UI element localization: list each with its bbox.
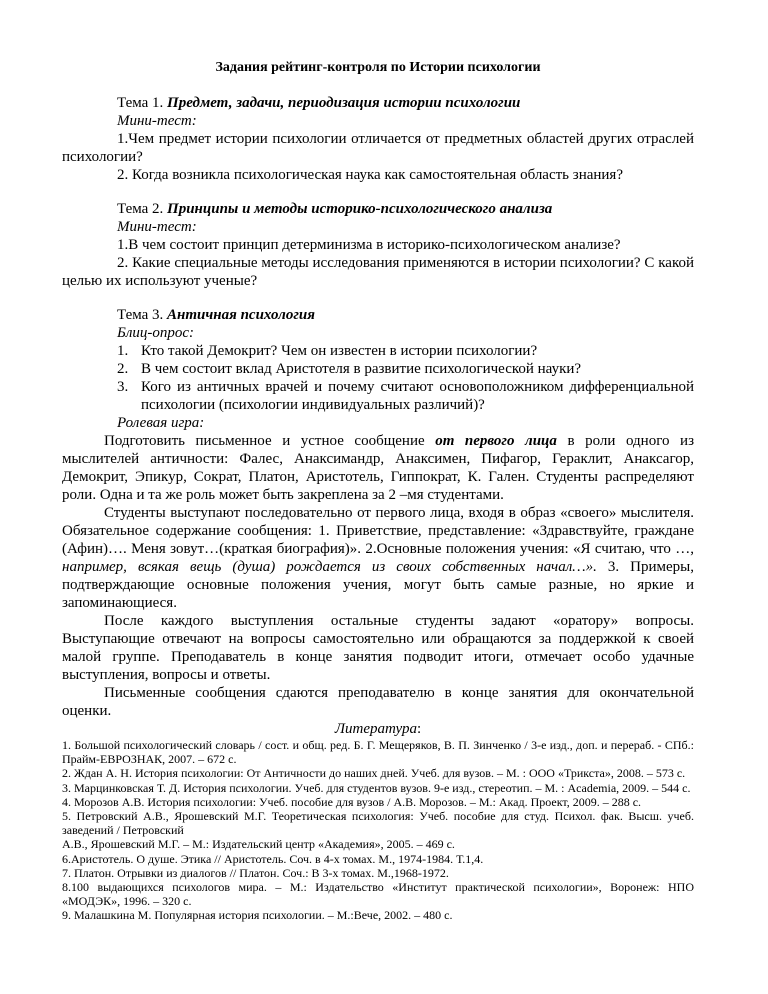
- topic-2-name: Принципы и методы историко-психологического анализа: [167, 201, 553, 217]
- roleplay-paragraph-1: [62, 432, 694, 504]
- topic-1-heading: [62, 94, 694, 112]
- topic-3-heading: [62, 306, 694, 324]
- spacer: [62, 290, 694, 306]
- reference-item: 8.100 выдающихся психологов мира. – М.: Издательство «Институт практической психологии», Воронеж: НПО «МОДЭК», 1996. – 320 с.: [62, 880, 694, 909]
- topic-2-prefix: Тема 2.: [117, 201, 168, 217]
- list-item: [117, 360, 694, 378]
- topic-2-activity: Мини-тест:: [117, 219, 197, 235]
- roleplay-paragraph-2: [62, 504, 694, 612]
- reference-item: 6.Аристотель. О душе. Этика // Аристотель. Соч. в 4-х томах. М., 1974-1984. Т.1,4.: [62, 851, 484, 866]
- topic-3-prefix: Тема 3.: [117, 307, 168, 323]
- roleplay-heading: Ролевая игра:: [117, 415, 205, 431]
- topic-3-name: Античная психология: [167, 307, 315, 323]
- paragraph-text: 3. Примеры, подтверждающие основные положения учения, могут быть самые разные, но яркие и запоминающиеся.: [62, 559, 694, 611]
- reference-item: 5. Петровский А.В., Ярошевский М.Г. Теоретическая психология: Учеб. пособие для студ. Психол. фак. Высш. учеб. заведений / Петровский: [62, 809, 694, 838]
- paragraph-text: Студенты выступают последовательно от первого лица, входя в образ «своего» мыслителя. Обязательное содержание сообщения: 1. Приветствие, представление: «Здравствуйте, граждане (Афин)…. Меня зовут…(краткая биография)». 2.Основные положения учения: «Я считаю, что …,: [62, 505, 694, 557]
- topic-1-name: Предмет, задачи, периодизация истории психологии: [167, 95, 521, 111]
- reference-item: 1. Большой психологический словарь / сост. и общ. ред. Б. Г. Мещеряков, В. П. Зинченко / 3-е изд., доп. и перераб. - СПб.: Прайм-ЕВРОЗНАК, 2007. – 672 с.: [62, 738, 694, 767]
- literature-colon: :: [416, 721, 422, 737]
- spacer: [62, 184, 694, 200]
- topic-3-activity: Блиц-опрос:: [117, 325, 195, 341]
- topic-1-question-2: 2. Когда возникла психологическая наука как самостоятельная область знания?: [117, 167, 623, 183]
- reference-item: 3. Марцинковская Т. Д. История психологии. Учеб. для студентов вузов. 9-е изд., стереотип. – М. : Academia, 2009. – 544 с.: [62, 780, 691, 795]
- document-page: [62, 60, 694, 923]
- list-item-number: 3.: [117, 379, 129, 395]
- roleplay-paragraph-4: Письменные сообщения сдаются преподавателю в конце занятия для окончательной оценки.: [62, 685, 694, 719]
- list-item-text: В чем состоит вклад Аристотеля в развитие психологической науки?: [141, 361, 582, 377]
- list-item-text: Кто такой Демокрит? Чем он известен в истории психологии?: [141, 343, 538, 359]
- paragraph-text: Подготовить письменное и устное сообщение: [104, 433, 436, 449]
- reference-item: 2. Ждан А. Н. История психологии: От Античности до наших дней. Учеб. для вузов. – М. : ООО «Трикста», 2008. – 573 с.: [62, 766, 686, 781]
- literature-title: Литература: [334, 721, 417, 737]
- roleplay-paragraph-3: После каждого выступления остальные студенты задают «оратору» вопросы. Выступающие отвечают на вопросы самостоятельно или обращаются за поддержкой к своей малой группе. Преподаватель в конце занятия подводит итоги, отмечает особо удачные выступления, вопросы и ответы.: [62, 613, 694, 683]
- list-item: [117, 378, 694, 414]
- list-item-number: 2.: [117, 361, 129, 377]
- topic-2-heading: [62, 200, 694, 218]
- topic-1-prefix: Тема 1.: [117, 95, 168, 111]
- topic-2-question-1: 1.В чем состоит принцип детерминизма в историко-психологическом анализе?: [117, 237, 621, 253]
- topic-1-activity: Мини-тест:: [117, 113, 197, 129]
- reference-item: 9. Малашкина М. Популярная история психологии. – М.:Вече, 2002. – 480 с.: [62, 908, 453, 923]
- list-item-number: 1.: [117, 343, 129, 359]
- paragraph-text: в роли одного из мыслителей античности: Фалес, Анаксимандр, Анаксимен, Пифагор, Гераклит, Анаксагор, Демокрит, Эпикур, Сократ, Платон, Аристотель, Гиппократ, К. Гален. Студенты распределяют роли. Одна и та же роль может быть закреплена за 2 –мя студентами.: [62, 433, 694, 503]
- list-item-text: Кого из античных врачей и почему считают основоположником дифференциальной психологии (психологии индивидуальных различий)?: [141, 379, 694, 413]
- list-item: [117, 342, 694, 360]
- reference-item: А.В., Ярошевский М.Г. – М.: Издательский центр «Академия», 2005. – 469 с.: [62, 837, 455, 852]
- emphasis-text: например, всякая вещь (душа) рождается из своих собственных начал…».: [62, 559, 597, 575]
- topic-2-question-2: 2. Какие специальные методы исследования применяются в истории психологии? С какой целью их используют ученые?: [62, 255, 694, 289]
- reference-item: 4. Морозов А.В. История психологии: Учеб. пособие для вузов / А.В. Морозов. – М.: Акад. Проект, 2009. – 288 с.: [62, 794, 642, 809]
- reference-item: 7. Платон. Отрывки из диалогов // Платон. Соч.: В 3-х томах. М.,1968-1972.: [62, 865, 449, 880]
- emphasis-text: от первого лица: [435, 433, 557, 449]
- reference-list: [62, 738, 694, 923]
- topic-3-question-list: [62, 342, 694, 414]
- literature-heading: [62, 720, 694, 738]
- topic-1-question-1: 1.Чем предмет истории психологии отличается от предметных областей других отраслей психологии?: [62, 131, 694, 165]
- document-title: Задания рейтинг-контроля по Истории психологии: [215, 60, 541, 75]
